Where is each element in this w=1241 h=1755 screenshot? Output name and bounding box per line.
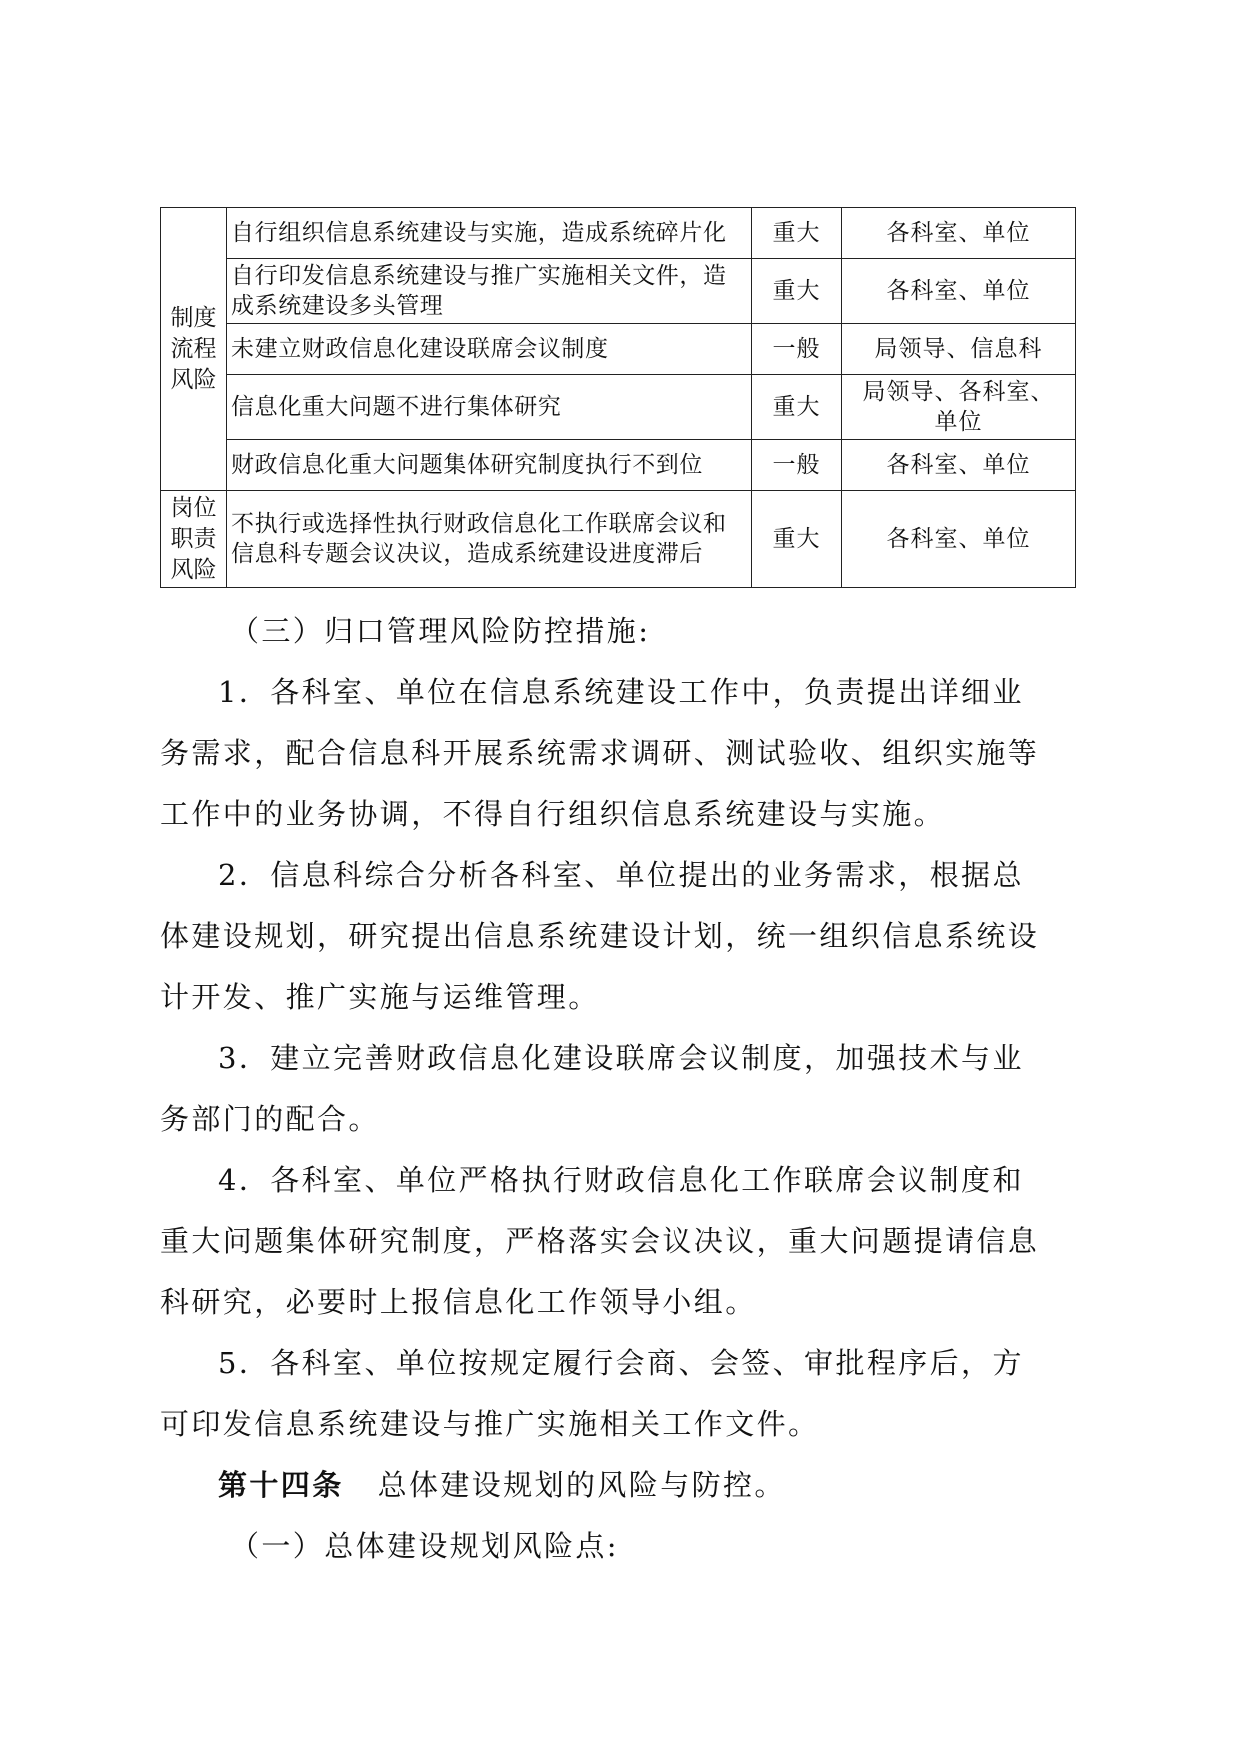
measure-item-4	[160, 1150, 1075, 1333]
risk-description: 自行组织信息系统建设与实施，造成系统碎片化	[227, 208, 752, 259]
heading-text: （一）总体建设规划风险点:	[230, 1529, 619, 1563]
risk-description: 自行印发信息系统建设与推广实施相关文件，造成系统建设多头管理	[227, 259, 752, 324]
measure-item-2	[160, 845, 1075, 1028]
risk-level: 一般	[752, 324, 842, 375]
paragraph-line: 体建设规划，研究提出信息系统建设计划，统一组织信息系统设	[160, 919, 1040, 953]
risk-level: 重大	[752, 491, 842, 588]
table-row	[161, 208, 1076, 259]
risk-description: 未建立财政信息化建设联席会议制度	[227, 324, 752, 375]
table-row	[161, 440, 1076, 491]
paragraph-line: 2．信息科综合分析各科室、单位提出的业务需求，根据总	[218, 858, 1024, 892]
table-row	[161, 259, 1076, 324]
paragraph-line: 1．各科室、单位在信息系统建设工作中，负责提出详细业	[218, 675, 1024, 709]
table-row	[161, 324, 1076, 375]
paragraph-line: 5．各科室、单位按规定履行会商、会签、审批程序后，方	[218, 1346, 1024, 1380]
risk-table	[160, 207, 1076, 588]
responsible-dept: 各科室、单位	[842, 208, 1076, 259]
risk-description: 不执行或选择性执行财政信息化工作联席会议和信息科专题会议决议，造成系统建设进度滞后	[227, 491, 752, 588]
risk-category: 岗位职责风险	[161, 491, 227, 588]
article-14-heading	[160, 1455, 1075, 1516]
measure-item-5	[160, 1333, 1075, 1455]
risk-level: 重大	[752, 259, 842, 324]
heading-text: （三）归口管理风险防控措施:	[230, 614, 651, 648]
article-number: 第十四条	[218, 1468, 344, 1502]
responsible-dept: 各科室、单位	[842, 259, 1076, 324]
table-row	[161, 375, 1076, 440]
risk-level: 重大	[752, 208, 842, 259]
section-heading-control-measures	[160, 601, 1075, 662]
risk-description: 信息化重大问题不进行集体研究	[227, 375, 752, 440]
risk-level: 一般	[752, 440, 842, 491]
paragraph-line: 4．各科室、单位严格执行财政信息化工作联席会议制度和	[218, 1163, 1024, 1197]
responsible-dept: 各科室、单位	[842, 440, 1076, 491]
risk-category: 制度流程风险	[161, 208, 227, 491]
responsible-dept: 局领导、信息科	[842, 324, 1076, 375]
paragraph-line: 可印发信息系统建设与推广实施相关工作文件。	[160, 1407, 820, 1441]
paragraph-line: 务部门的配合。	[160, 1102, 380, 1136]
risk-description: 财政信息化重大问题集体研究制度执行不到位	[227, 440, 752, 491]
responsible-dept: 局领导、各科室、单位	[842, 375, 1076, 440]
paragraph-line: 计开发、推广实施与运维管理。	[160, 980, 600, 1014]
paragraph-line: 务需求，配合信息科开展系统需求调研、测试验收、组织实施等	[160, 736, 1040, 770]
article-title: 总体建设规划的风险与防控。	[377, 1468, 786, 1502]
paragraph-line: 科研究，必要时上报信息化工作领导小组。	[160, 1285, 757, 1319]
paragraph-line: 3．建立完善财政信息化建设联席会议制度，加强技术与业	[218, 1041, 1024, 1075]
paragraph-line: 重大问题集体研究制度，严格落实会议决议，重大问题提请信息	[160, 1224, 1040, 1258]
risk-level: 重大	[752, 375, 842, 440]
measure-item-1	[160, 662, 1075, 845]
measure-item-3	[160, 1028, 1075, 1150]
table-row	[161, 491, 1076, 588]
responsible-dept: 各科室、单位	[842, 491, 1076, 588]
section-heading-risk-points	[160, 1516, 1075, 1577]
paragraph-line: 工作中的业务协调，不得自行组织信息系统建设与实施。	[160, 797, 946, 831]
